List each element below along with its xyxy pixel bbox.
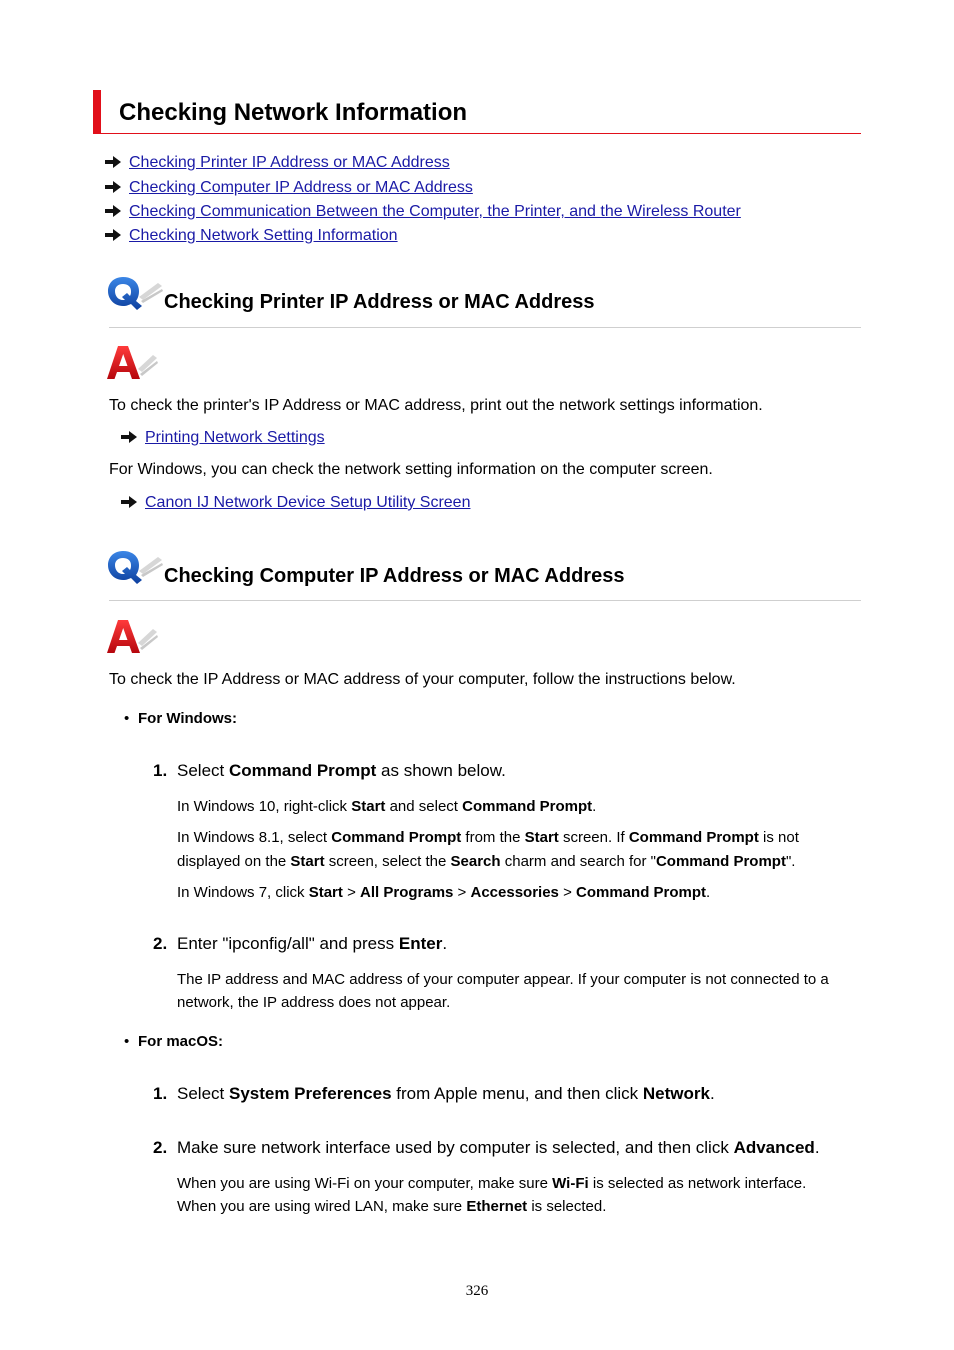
related-link[interactable] [121, 492, 470, 514]
arrow-right-icon [105, 181, 121, 193]
question-q-icon [106, 273, 164, 313]
toc-link[interactable]: Checking Communication Between the Computer, the Printer, and the Wireless Router [129, 203, 741, 220]
toc-item[interactable] [105, 225, 398, 247]
step-detail: network, the IP address does not appear. [177, 994, 451, 1011]
toc-link[interactable]: Checking Network Setting Information [129, 227, 398, 244]
arrow-right-icon [105, 205, 121, 217]
step-detail: In Windows 8.1, select Command Prompt from the Start screen. If Command Prompt is not [177, 829, 799, 846]
bullet-macos [124, 1032, 223, 1052]
step-detail: When you are using wired LAN, make sure Ethernet is selected. [177, 1198, 607, 1215]
step-detail: displayed on the Start screen, select the Search charm and search for "Command Prompt". [177, 853, 796, 870]
page-number: 326 [465, 1283, 489, 1299]
section-heading: Checking Computer IP Address or MAC Address [164, 565, 625, 587]
os-label: For macOS: [138, 1033, 224, 1050]
os-label: For Windows: [138, 710, 238, 727]
step-detail: In Windows 7, click Start > All Programs > Accessories > Command Prompt. [177, 884, 711, 901]
step-item: 1. Select System Preferences from Apple menu, and then click Network. [153, 1084, 715, 1103]
setup-utility-link[interactable]: Canon IJ Network Device Setup Utility Screen [145, 494, 471, 511]
step-detail: The IP address and MAC address of your computer appear. If your computer is not connected to a [177, 971, 829, 988]
printing-network-settings-link[interactable]: Printing Network Settings [145, 429, 325, 446]
question-q-icon [106, 547, 164, 587]
page-title: Checking Network Information [119, 99, 468, 126]
answer-text: To check the IP Address or MAC address of your computer, follow the instructions below. [109, 671, 736, 688]
title-accent-bar [93, 90, 101, 134]
toc-item[interactable] [105, 152, 450, 174]
windows-note: For Windows, you can check the network setting information on the computer screen. [109, 461, 713, 478]
section-rule [109, 327, 861, 328]
bullet-dot: • [124, 1033, 130, 1050]
toc-item[interactable] [105, 201, 741, 223]
step-item: 2. Make sure network interface used by computer is selected, and then click Advanced. [153, 1138, 820, 1157]
related-link[interactable] [121, 427, 325, 449]
step-item: 2. Enter "ipconfig/all" and press Enter. [153, 934, 448, 953]
arrow-right-icon [121, 431, 137, 443]
arrow-right-icon [105, 156, 121, 168]
step-item: 1. Select Command Prompt as shown below. [153, 761, 506, 780]
bullet-windows [124, 709, 237, 729]
answer-text: To check the printer's IP Address or MAC address, print out the network settings information. [109, 397, 763, 414]
toc-item[interactable] [105, 177, 473, 199]
arrow-right-icon [121, 496, 137, 508]
step-detail: When you are using Wi-Fi on your computer, make sure Wi-Fi is selected as network interface. [177, 1175, 807, 1192]
step-detail: In Windows 10, right-click Start and select Command Prompt. [177, 798, 597, 815]
bullet-dot: • [124, 710, 130, 727]
answer-a-icon [106, 617, 164, 657]
answer-a-icon [106, 343, 164, 383]
toc-link[interactable]: Checking Computer IP Address or MAC Address [129, 179, 473, 196]
section-heading: Checking Printer IP Address or MAC Address [164, 291, 595, 313]
toc-link[interactable]: Checking Printer IP Address or MAC Address [129, 154, 450, 171]
title-underline [101, 133, 861, 134]
arrow-right-icon [105, 229, 121, 241]
section-rule [109, 600, 861, 601]
